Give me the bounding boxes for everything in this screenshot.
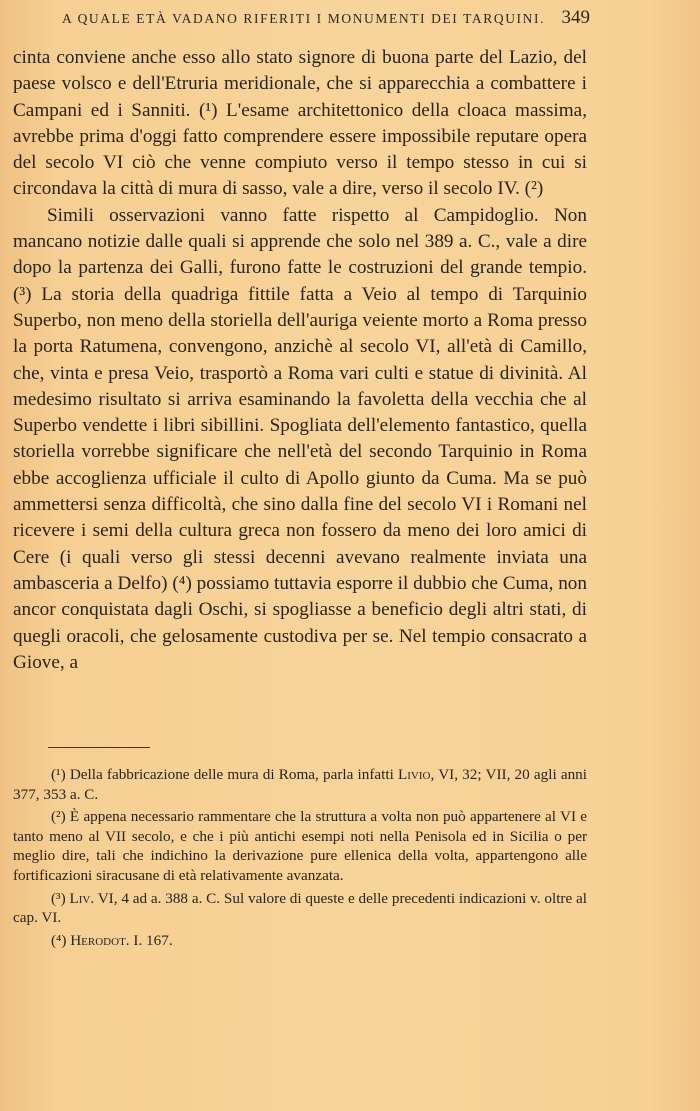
footnote-marker: (³) bbox=[51, 889, 66, 907]
footnote-1 bbox=[13, 765, 587, 804]
page-number: 349 bbox=[561, 7, 590, 28]
running-head-title: A QUALE ETÀ VADANO RIFERITI I MONUMENTI DEI TARQUINI. bbox=[62, 11, 546, 26]
footnote-author: Livio, bbox=[397, 766, 435, 783]
footnote-marker: (¹) bbox=[51, 766, 66, 783]
footnote-text: VI, 4 ad a. 388 a. C. Sul valore di queste e delle precedenti indicazioni v. oltre al cap. VI. bbox=[13, 889, 587, 927]
footnotes bbox=[13, 765, 587, 953]
footnote-author: Liv. bbox=[69, 889, 95, 907]
footnote-text: È appena necessario rammentare che la struttura a volta non può appartenere al VI e tanto meno al VII secolo, e che i più antichi esempi noti nella Penisola ed in Sicilia o per meglio dire, tali che indichino la derivazione pure ellenica della volta, appartengono alle fortificazioni siracusane di età relativamente avanzata. bbox=[13, 808, 587, 884]
footnote-3 bbox=[13, 889, 587, 928]
footnote-reference: VI, 32; VII, 20 agli anni 377, 353 a. C. bbox=[13, 766, 587, 803]
footnote-text: Della fabbricazione delle mura di Roma, parla infatti bbox=[69, 766, 394, 783]
footnote-marker: (⁴) bbox=[51, 931, 67, 949]
running-head bbox=[62, 8, 590, 30]
footnote-author: Herodot. bbox=[70, 931, 130, 949]
main-text bbox=[13, 45, 587, 676]
footnote-2 bbox=[13, 807, 587, 885]
footnote-4 bbox=[13, 931, 587, 951]
paragraph: Simili osservazioni vanno fatte rispetto al Campidoglio. Non mancano notizie dalle quali si apprende che solo nel 389 a. C., vale a dire dopo la partenza dei Galli, furono fatte le costruzioni del grande tempio. (³) La storia della quadriga fittile fatta a Veio al tempo di Tarquinio Superbo, non meno della storiella dell'auriga veiente morto a Roma presso la porta Ratumena, convengono, anzichè al secolo VI, all'età di Camillo, che, vinta e presa Veio, trasportò a Roma vari culti e statue di divinità. Al medesimo risultato si arriva esaminando la favoletta della vecchia che al Superbo vendette i libri sibillini. Spogliata dell'elemento fantastico, quella storiella vorrebbe significare che nell'età del secondo Tarquinio in Roma ebbe accoglienza ufficiale il culto di Apollo giunto da Cuma. Ma se può ammettersi senza difficoltà, che sino dalla fine del secolo VI i Romani nel ricevere i semi della cultura greca non fossero da meno dei loro amici di Cere (i quali verso gli stessi decenni avevano realmente inviata una ambasceria a Delfo) (⁴) possiamo tuttavia esporre il dubbio che Cuma, non ancor conquistata dagli Oschi, si spogliasse a beneficio degli altri stati, di quegli oracoli, che gelosamente custodiva per se. Nel tempio consacrato a Giove, a bbox=[13, 204, 587, 673]
footnote-separator bbox=[48, 747, 150, 748]
footnote-marker: (²) bbox=[51, 808, 66, 826]
footnote-text: I. 167. bbox=[133, 931, 173, 949]
paragraph: cinta conviene anche esso allo stato signore di buona parte del Lazio, del paese volsco e dell'Etruria meridionale, che si apparecchia a combattere i Campani ed i Sanniti. (¹) L'esame architettonico della cloaca massima, avrebbe prima d'oggi fatto comprendere essere impossibile reputare opera del secolo VI ciò che venne compiuto verso il tempo stesso in cui si circondava la città di mura di sasso, vale a dire, verso il secolo IV. (²) bbox=[13, 47, 587, 200]
